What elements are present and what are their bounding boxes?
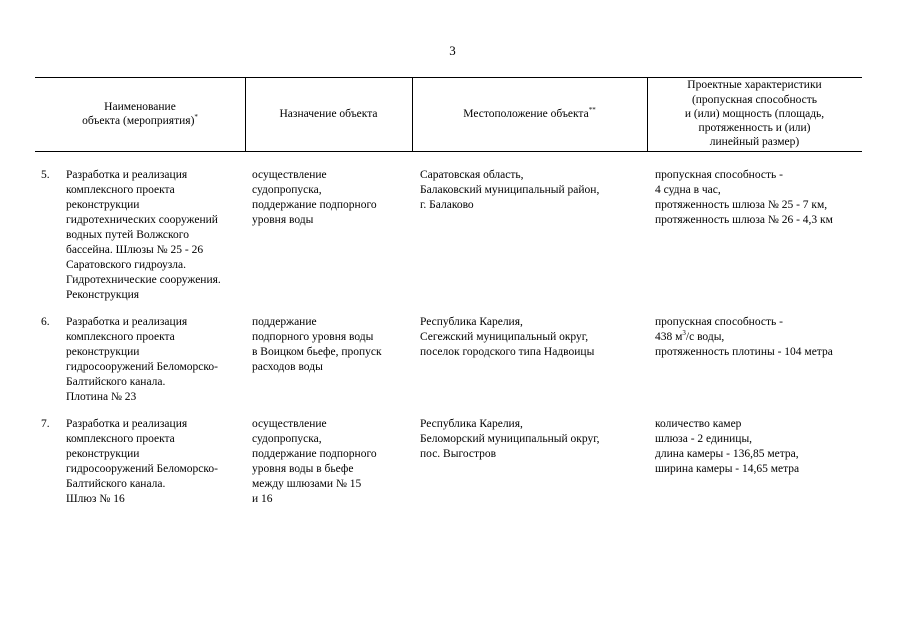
- header-location: [412, 77, 647, 151]
- characteristics-line: пропускная способность -: [655, 316, 783, 328]
- object-name: Разработка и реализация комплексного проекта реконструкции гидросооружений Беломорско- Балтийского канала. Шлюз № 16: [66, 418, 218, 505]
- superscript: 3: [682, 329, 686, 338]
- row-number: 7.: [41, 418, 50, 430]
- object-location: Саратовская область, Балаковский муниципальный район, г. Балаково: [420, 169, 600, 211]
- object-characteristics: [655, 315, 833, 360]
- object-purpose: осуществление судопропуска, поддержание подпорного уровня воды: [252, 169, 377, 226]
- header-characteristics: [647, 77, 862, 151]
- header-name: [35, 77, 245, 151]
- object-location: Республика Карелия, Сегежский муниципальный округ, поселок городского типа Надвоицы: [420, 316, 595, 358]
- object-purpose: поддержание подпорного уровня воды в Воицком бьефе, пропуск расходов воды: [252, 316, 382, 373]
- object-purpose: осуществление судопропуска, поддержание подпорного уровня воды в бьефе между шлюзами № 15 и 16: [252, 418, 377, 505]
- object-characteristics: пропускная способность - 4 судна в час, протяженность шлюза № 25 - 7 км, протяженность шлюза № 26 - 4,3 км: [655, 169, 833, 226]
- row-number: 6.: [41, 316, 50, 328]
- object-location: Республика Карелия, Беломорский муниципальный округ, пос. Выгостров: [420, 418, 600, 460]
- object-characteristics: количество камер шлюза - 2 единицы, длина камеры - 136,85 метра, ширина камеры - 14,65 метра: [655, 418, 800, 475]
- header-characteristics-text: Проектные характеристики (пропускная способность и (или) мощность (площадь, протяженность и (или) линейный размер): [684, 79, 825, 149]
- object-name: Разработка и реализация комплексного проекта реконструкции гидросооружений Беломорско- Балтийского канала. Плотина № 23: [66, 316, 218, 403]
- header-purpose-text: Назначение объекта: [279, 107, 378, 120]
- characteristics-line: протяженность плотины - 104 метра: [655, 346, 833, 358]
- header-name-text: Наименование объекта (мероприятия)*: [82, 100, 198, 127]
- row-number: 5.: [41, 169, 50, 181]
- characteristics-line: 438 $м^3/с$ воды,: [655, 329, 725, 343]
- page-number: 3: [449, 43, 456, 58]
- footnote-mark: *: [194, 113, 198, 122]
- header-location-text: Местоположение объекта**: [463, 106, 596, 120]
- header-bottom-border: [35, 151, 862, 152]
- object-name: Разработка и реализация комплексного проекта реконструкции гидротехнических сооружений водных путей Волжского бассейна. Шлюзы № 25 - 26 Саратовского гидроузла. Гидротехнические сооружения. Реконструкция: [66, 169, 221, 301]
- header-purpose: [245, 77, 412, 151]
- footnote-mark: **: [588, 106, 596, 115]
